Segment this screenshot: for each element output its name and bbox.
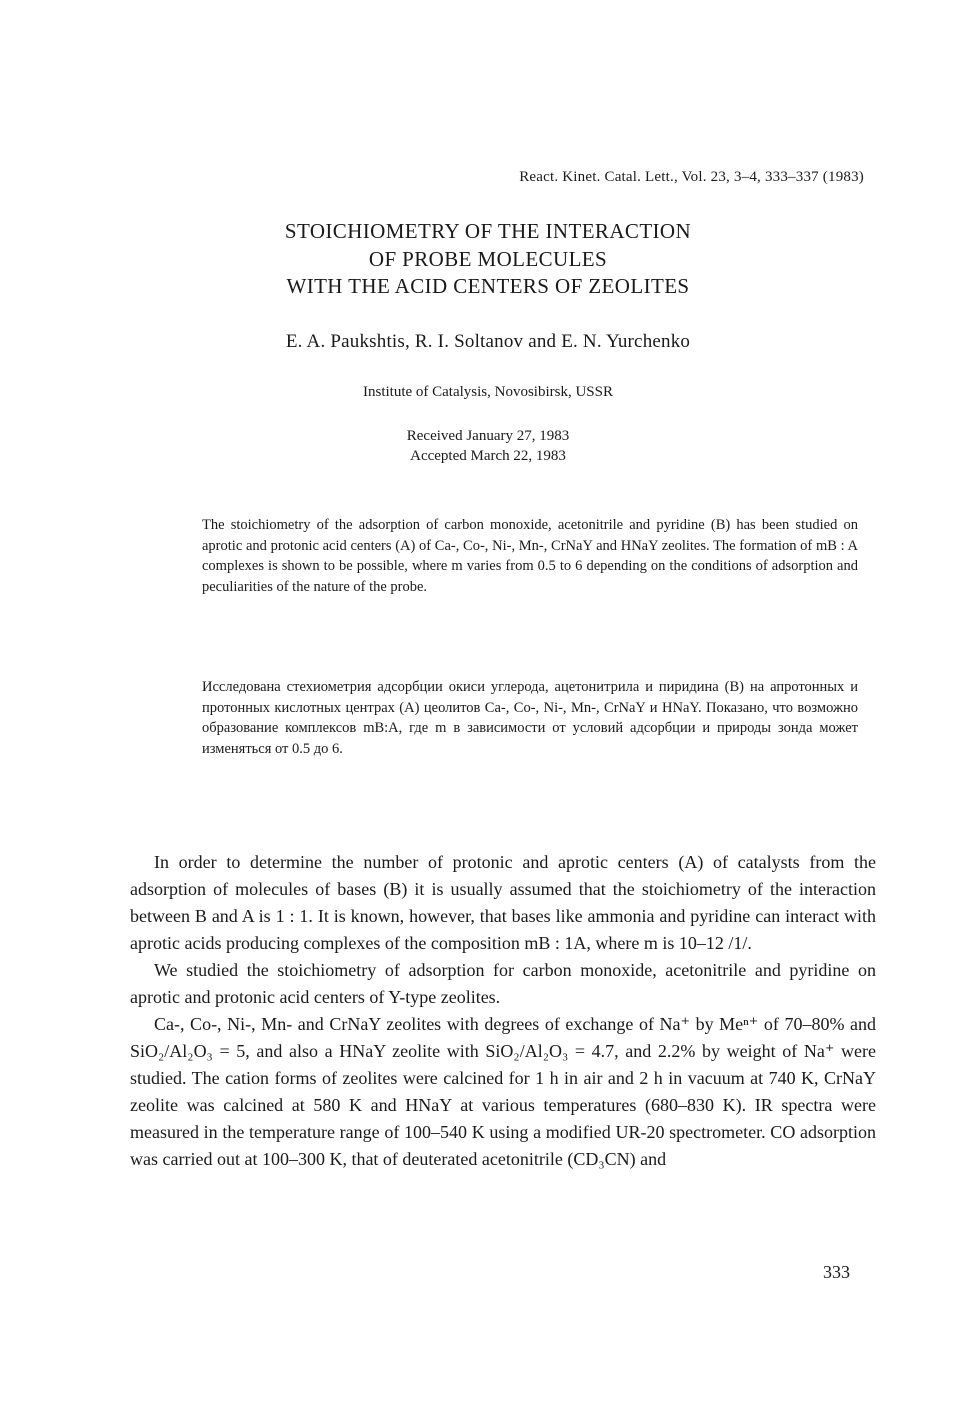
body-paragraph: We studied the stoichiometry of adsorption for carbon monoxide, acetonitrile and pyridine on aprotic and protonic acid centers of Y-type zeolites. [130,960,876,1007]
journal-reference: React. Kinet. Catal. Lett., Vol. 23, 3–4, 333–337 (1983) [519,169,864,185]
paper-title [0,218,976,301]
body-text [130,849,876,1173]
body-paragraph: In order to determine the number of protonic and aprotic centers (A) of catalysts from the adsorption of molecules of bases (B) it is usually assumed that the stoichiometry of the interaction between B and A is 1 : 1. It is known, however, that bases like ammonia and pyridine can interact with aprotic acids producing complexes of the composition mB : 1A, where m is 10–12 /1/. [130,852,876,953]
abstract-russian: Исследована стехиометрия адсорбции окиси углерода, ацетонитрила и пиридина (B) на апротонных и протонных кислотных центрах (A) цеолитов Ca-, Co-, Ni-, Mn-, CrNaY и HNaY. Показано, что возможно образование комплексов mB:A, где m в зависимости от условий адсорбции и природы зонда может изменяться от 0.5 до 6. [202,679,858,757]
page-number: 333 [823,1262,850,1282]
received-date: Received January 27, 1983 [406,428,570,444]
affiliation: Institute of Catalysis, Novosibirsk, USSR [362,384,613,400]
body-paragraph: Ca-, Co-, Ni-, Mn- and CrNaY zeolites with degrees of exchange of Na⁺ by Meⁿ⁺ of 70–80% and SiO₂/Al₂O₃ = 5, and also a HNaY zeolite with SiO₂/Al₂O₃ = 4.7, and 2.2% by weight of Na⁺ were studied. The cation forms of zeolites were calcined for 1 h in air and 2 h in vacuum at 740 K, CrNaY zeolite was calcined at 580 K and HNaY at various temperatures (680–830 K). IR spectra were measured in the temperature range of 100–540 K using a modified UR-20 spectrometer. CO adsorption was carried out at 100–300 K, that of deuterated acetonitrile (CD₃CN) and [130,1014,876,1169]
title-line: OF PROBE MOLECULES [368,246,608,271]
title-line: STOICHIOMETRY OF THE INTERACTION [284,219,692,243]
submission-dates [0,426,976,466]
title-line: WITH THE ACID CENTERS OF ZEOLITES [286,274,690,298]
accepted-date: Accepted March 22, 1983 [410,448,566,464]
abstract-english: The stoichiometry of the adsorption of carbon monoxide, acetonitrile and pyridine (B) has been studied on aprotic and protonic acid centers (A) of Ca-, Co-, Ni-, Mn-, CrNaY and HNaY zeolites. The formation of mB : A complexes is shown to be possible, where m varies from 0.5 to 6 depending on the conditions of adsorption and peculiarities of the nature of the probe. [202,517,858,595]
authors: E. A. Paukshtis, R. I. Soltanov and E. N. Yurchenko [285,331,691,352]
